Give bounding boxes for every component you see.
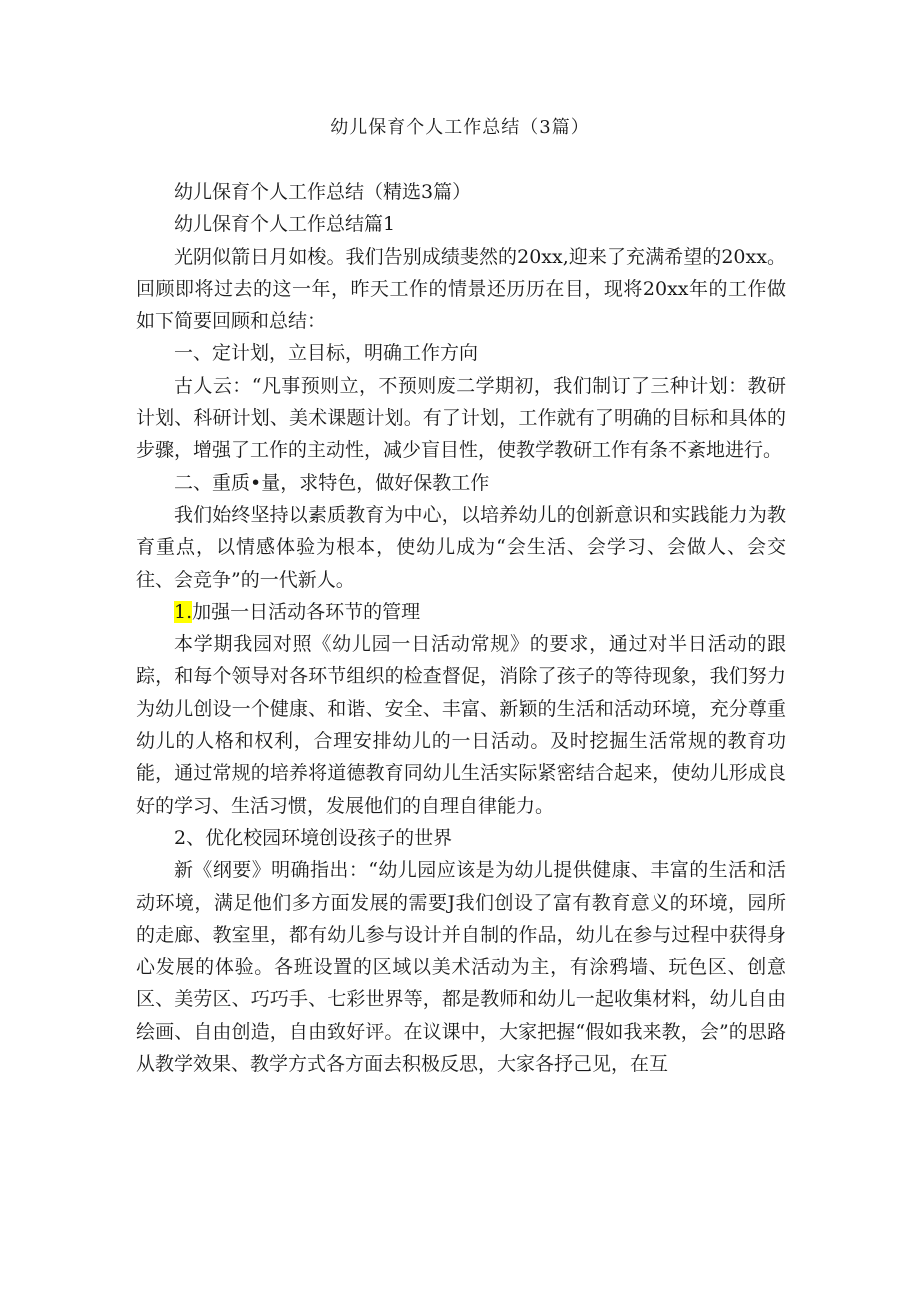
document-body: [136, 176, 786, 1080]
subtitle: 幼儿保育个人工作总结（精选3篇）: [174, 181, 472, 203]
plan-paragraph: 古人云：“凡事预则立，不预则废二学期初，我们制订了三种计划：教研计划、科研计划、美术课题计划。有了计划，工作就有了明确的目标和具体的步骤，增强了工作的主动性，减少盲目性，使教学教研工作有条不紊地进行。: [136, 374, 786, 462]
heading-plan: 一、定计划，立目标，明确工作方向: [174, 342, 479, 365]
subheading-daily-management-text: 加强一日活动各环节的管理: [192, 600, 421, 623]
environment-paragraph: 新《纲要》明确指出：“幼儿园应该是为幼儿提供健康、丰富的生活和活动环境，满足他们多方面发展的需要J我们创设了富有教育意义的环境，园所的走廊、教室里，都有幼儿参与设计并自制的作品，幼儿在参与过程中获得身心发展的体验。各班设置的区域以美术活动为主，有涂鸦墙、玩色区、创意区、美劳区、巧巧手、七彩世界等，都是教师和幼儿一起收集材料，幼儿自由绘画、自由创造，自由致好评。在议课中，大家把握“假如我来教，会”的思路从教学效果、教学方式各方面去积极反思，大家各抒己见，在互: [136, 859, 786, 1076]
quality-paragraph: 我们始终坚持以素质教育为中心，以培养幼儿的创新意识和实践能力为教育重点，以情感体验为根本，使幼儿成为“会生活、会学习、会做人、会交往、会竞争”的一代新人。: [136, 503, 786, 591]
document-title: 幼儿保育个人工作总结（3篇）: [330, 117, 590, 138]
highlighted-number: 1.: [174, 600, 193, 623]
subheading-environment: 2、优化校园环境创设孩子的世界: [174, 826, 453, 849]
intro-paragraph: 光阴似箭日月如梭。我们告别成绩斐然的20xx,迎来了充满希望的20xx。回顾即将过去的这一年，昨天工作的情景还历历在目，现将20xx年的工作做如下简要回顾和总结：: [136, 245, 786, 333]
section-heading: 幼儿保育个人工作总结篇1: [174, 213, 396, 236]
subheading-daily-management: [136, 596, 786, 628]
heading-quality: 二、重质•量，求特色，做好保教工作: [174, 471, 490, 494]
daily-management-paragraph: 本学期我园对照《幼儿园一日活动常规》的要求，通过对半日活动的跟踪，和每个领导对各环节组织的检查督促，消除了孩子的等待现象，我们努力为幼儿创设一个健康、和谐、安全、丰富、新颖的生活和活动环境，充分尊重幼儿的人格和权利，合理安排幼儿的一日活动。及时挖掘生活常规的教育功能，通过常规的培养将道德教育同幼儿生活实际紧密结合起来，使幼儿形成良好的学习、生活习惯，发展他们的自理自律能力。: [136, 633, 786, 817]
